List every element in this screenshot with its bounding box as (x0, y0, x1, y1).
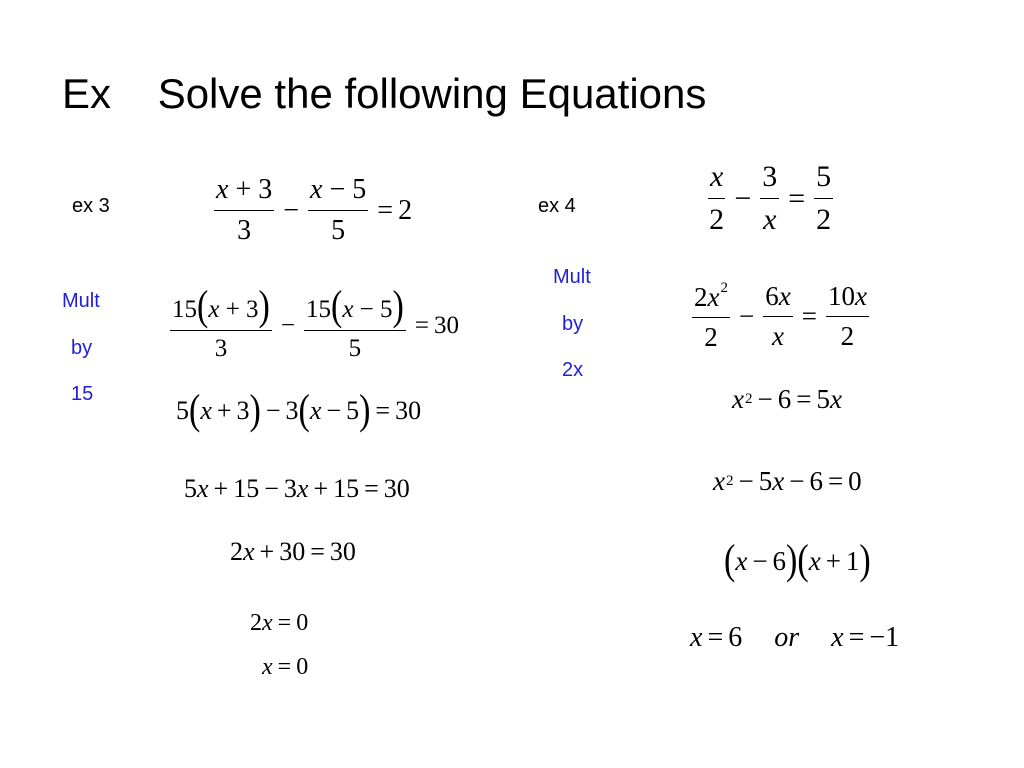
ex4-hint-line-1: Mult (553, 266, 591, 288)
fraction: $\frac{x + 3}{3}$ (216, 174, 273, 246)
fraction: $\frac{10x}{2}$ (827, 281, 867, 351)
ex4-label: ex 4 (538, 195, 576, 217)
fraction: $\frac{15(x + 3)}{3}$ (172, 283, 270, 362)
fraction: $\frac{3}{x}$ (762, 160, 778, 236)
ex3-equation-2: $\frac{15(x + 3)}{3}$ − $\frac{15(x - 5)}{5}$ = 30 (172, 283, 459, 362)
page-title: Ex Solve the following Equations (62, 70, 707, 117)
ex3-equation-3: 5 ( x + 3 ) − 3 ( x − 5 ) = 30 (176, 387, 422, 434)
ex4-equation-5: ( x − 6 ) ( x + 1 ) (724, 537, 871, 584)
ex3-hint-line-3: 15 (71, 383, 94, 405)
ex4-hint-line-2: by (562, 313, 584, 335)
ex3-equation-5: 2 x + 30 = 30 (230, 537, 356, 566)
ex4-equation-3: x 2 − 6 = 5 x (732, 384, 842, 414)
fraction: $\frac{2x^2}{2}$ (694, 280, 728, 352)
fraction: $\frac{x - 5}{5}$ (310, 174, 367, 246)
ex4-equation-4: x 2 − 5 x − 6 = 0 (713, 466, 862, 496)
fraction: $\frac{6x}{x}$ (765, 281, 791, 351)
ex4-equation-2: $\frac{2x^2}{2}$ − $\frac{6x}{x}$ = $\frac{10x}{2}$ (694, 280, 867, 352)
fraction: $\frac{x}{2}$ (709, 160, 725, 236)
ex3-equation-1: $\frac{x + 3}{3}$ − $\frac{x - 5}{5}$ = 2 (216, 174, 413, 246)
fraction: $\frac{15(x - 5)}{5}$ (305, 283, 404, 362)
fraction: $\frac{5}{2}$ (816, 160, 832, 236)
ex3-label: ex 3 (72, 195, 110, 217)
ex4-equation-1: $\frac{x}{2}$ − $\frac{3}{x}$ = $\frac{5}{2}$ (709, 160, 832, 236)
ex3-equation-6: 2 x = 0 (250, 610, 309, 636)
ex3-hint-line-2: by (71, 337, 93, 359)
ex4-equation-6: x = 6 or x = − 1 (690, 622, 900, 653)
ex4-hint-line-3: 2x (562, 359, 584, 381)
ex3-equation-4: 5 x + 15 − 3 x + 15 = 30 (184, 474, 410, 503)
ex3-equation-7: x = 0 (262, 654, 309, 680)
ex3-hint-line-1: Mult (62, 290, 100, 312)
